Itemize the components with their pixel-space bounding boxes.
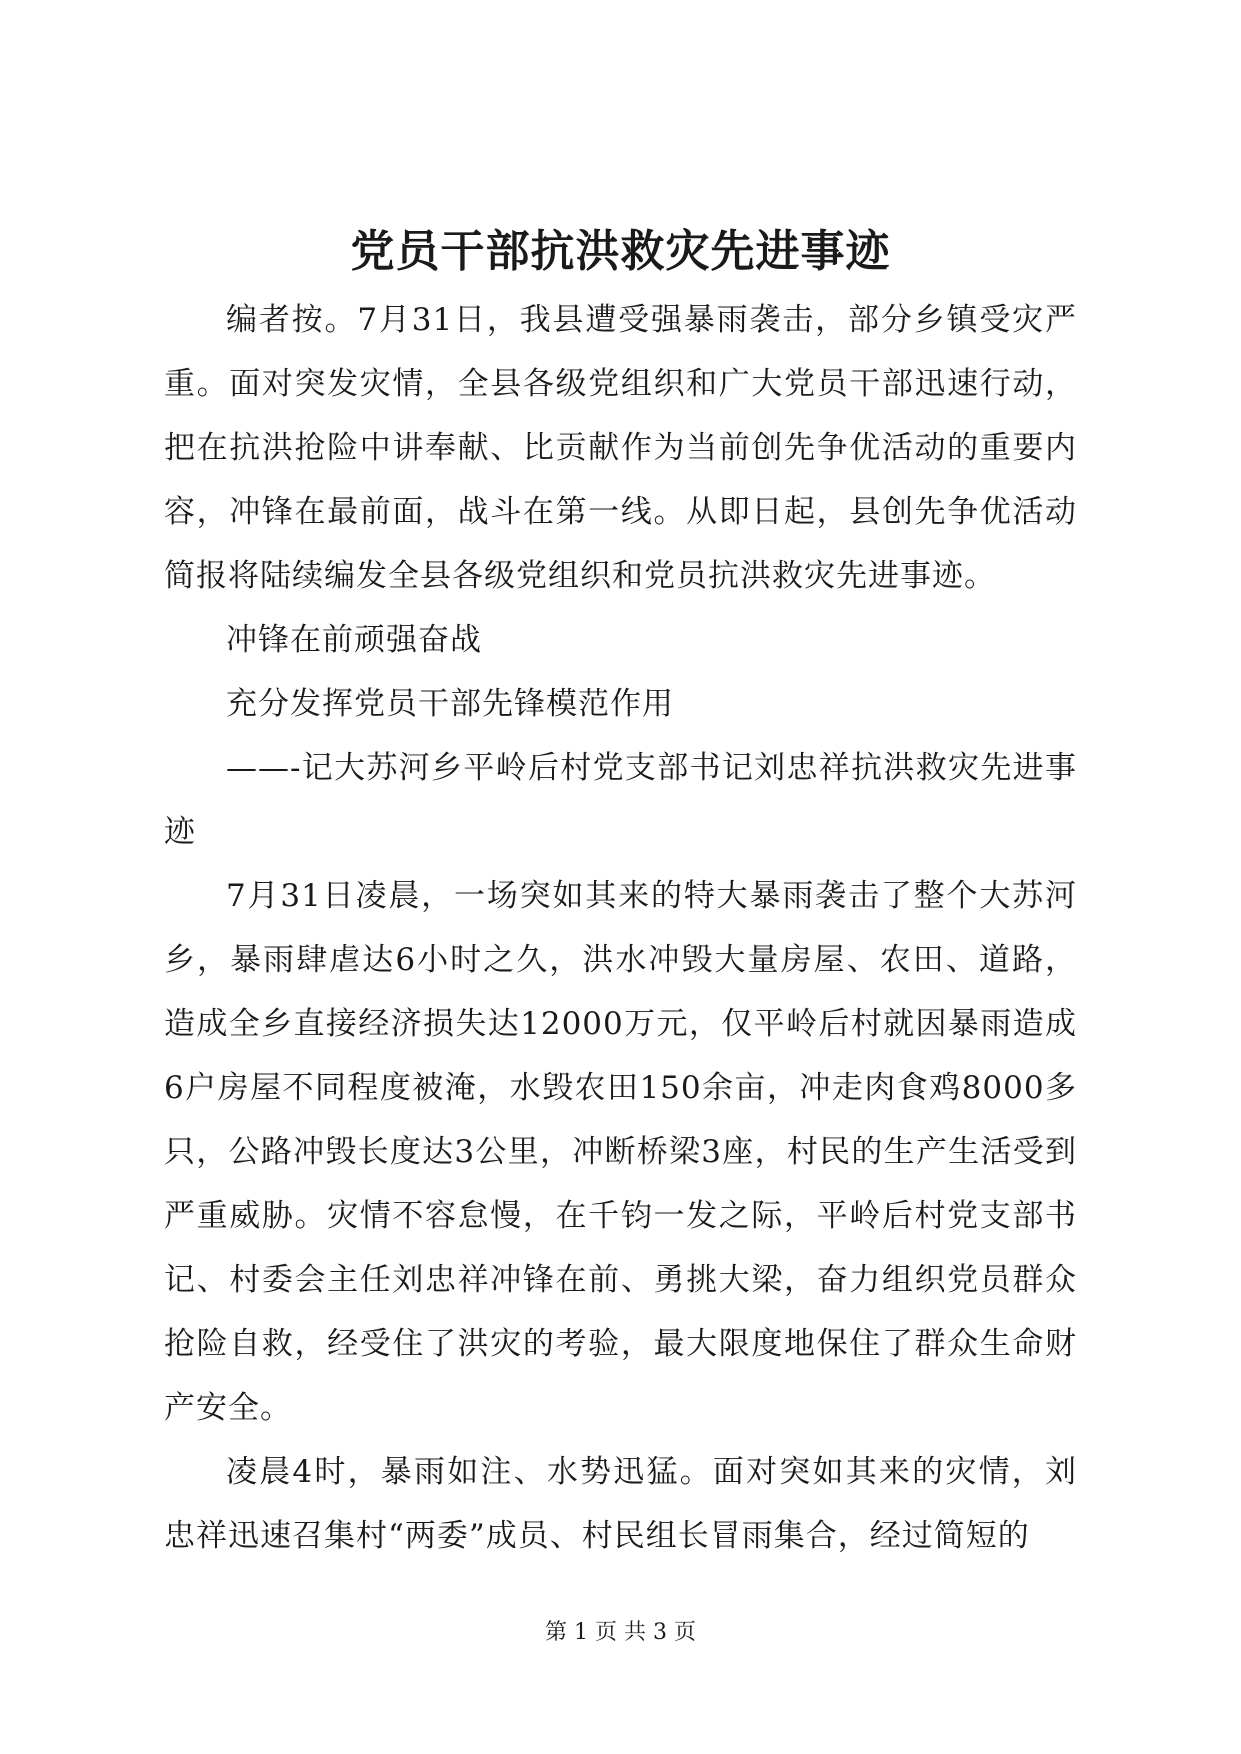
document-body xyxy=(164,288,1077,1568)
page-number-footer: 第 1 页 共 3 页 xyxy=(545,1620,696,1645)
body-paragraph: 7月31日凌晨，一场突如其来的特大暴雨袭击了整个大苏河乡，暴雨肆虐达6小时之久，洪水冲毁大量房屋、农田、道路，造成全乡直接经济损失达12000万元，仅平岭后村就因暴雨造成6户房屋不同程度被淹，水毁农田150余亩，冲走肉食鸡8000多只，公路冲毁长度达3公里，冲断桥梁3座，村民的生产生活受到严重威胁。灾情不容怠慢，在千钧一发之际，平岭后村党支部书记、村委会主任刘忠祥冲锋在前、勇挑大梁，奋力组织党员群众抢险自救，经受住了洪灾的考验，最大限度地保住了群众生命财产安全。 xyxy=(164,878,1077,1426)
subtitle-line-1: 冲锋在前顽强奋战 xyxy=(226,622,482,658)
body-paragraph: 凌晨4时，暴雨如注、水势迅猛。面对突如其来的灾情，刘忠祥迅速召集村“两委”成员、村民组长冒雨集合，经过简短的 xyxy=(164,1454,1077,1554)
editor-note-paragraph: 编者按。7月31日，我县遭受强暴雨袭击，部分乡镇受灾严重。面对突发灾情，全县各级党组织和广大党员干部迅速行动，把在抗洪抢险中讲奉献、比贡献作为当前创先争优活动的重要内容，冲锋在最前面，战斗在第一线。从即日起，县创先争优活动简报将陆续编发全县各级党组织和党员抗洪救灾先进事迹。 xyxy=(164,302,1077,594)
document-title: 党员干部抗洪救灾先进事迹 xyxy=(350,226,891,277)
subtitle-line-3: ——-记大苏河乡平岭后村党支部书记刘忠祥抗洪救灾先进事迹 xyxy=(164,750,1077,850)
subtitle-line-2: 充分发挥党员干部先锋模范作用 xyxy=(226,686,674,722)
